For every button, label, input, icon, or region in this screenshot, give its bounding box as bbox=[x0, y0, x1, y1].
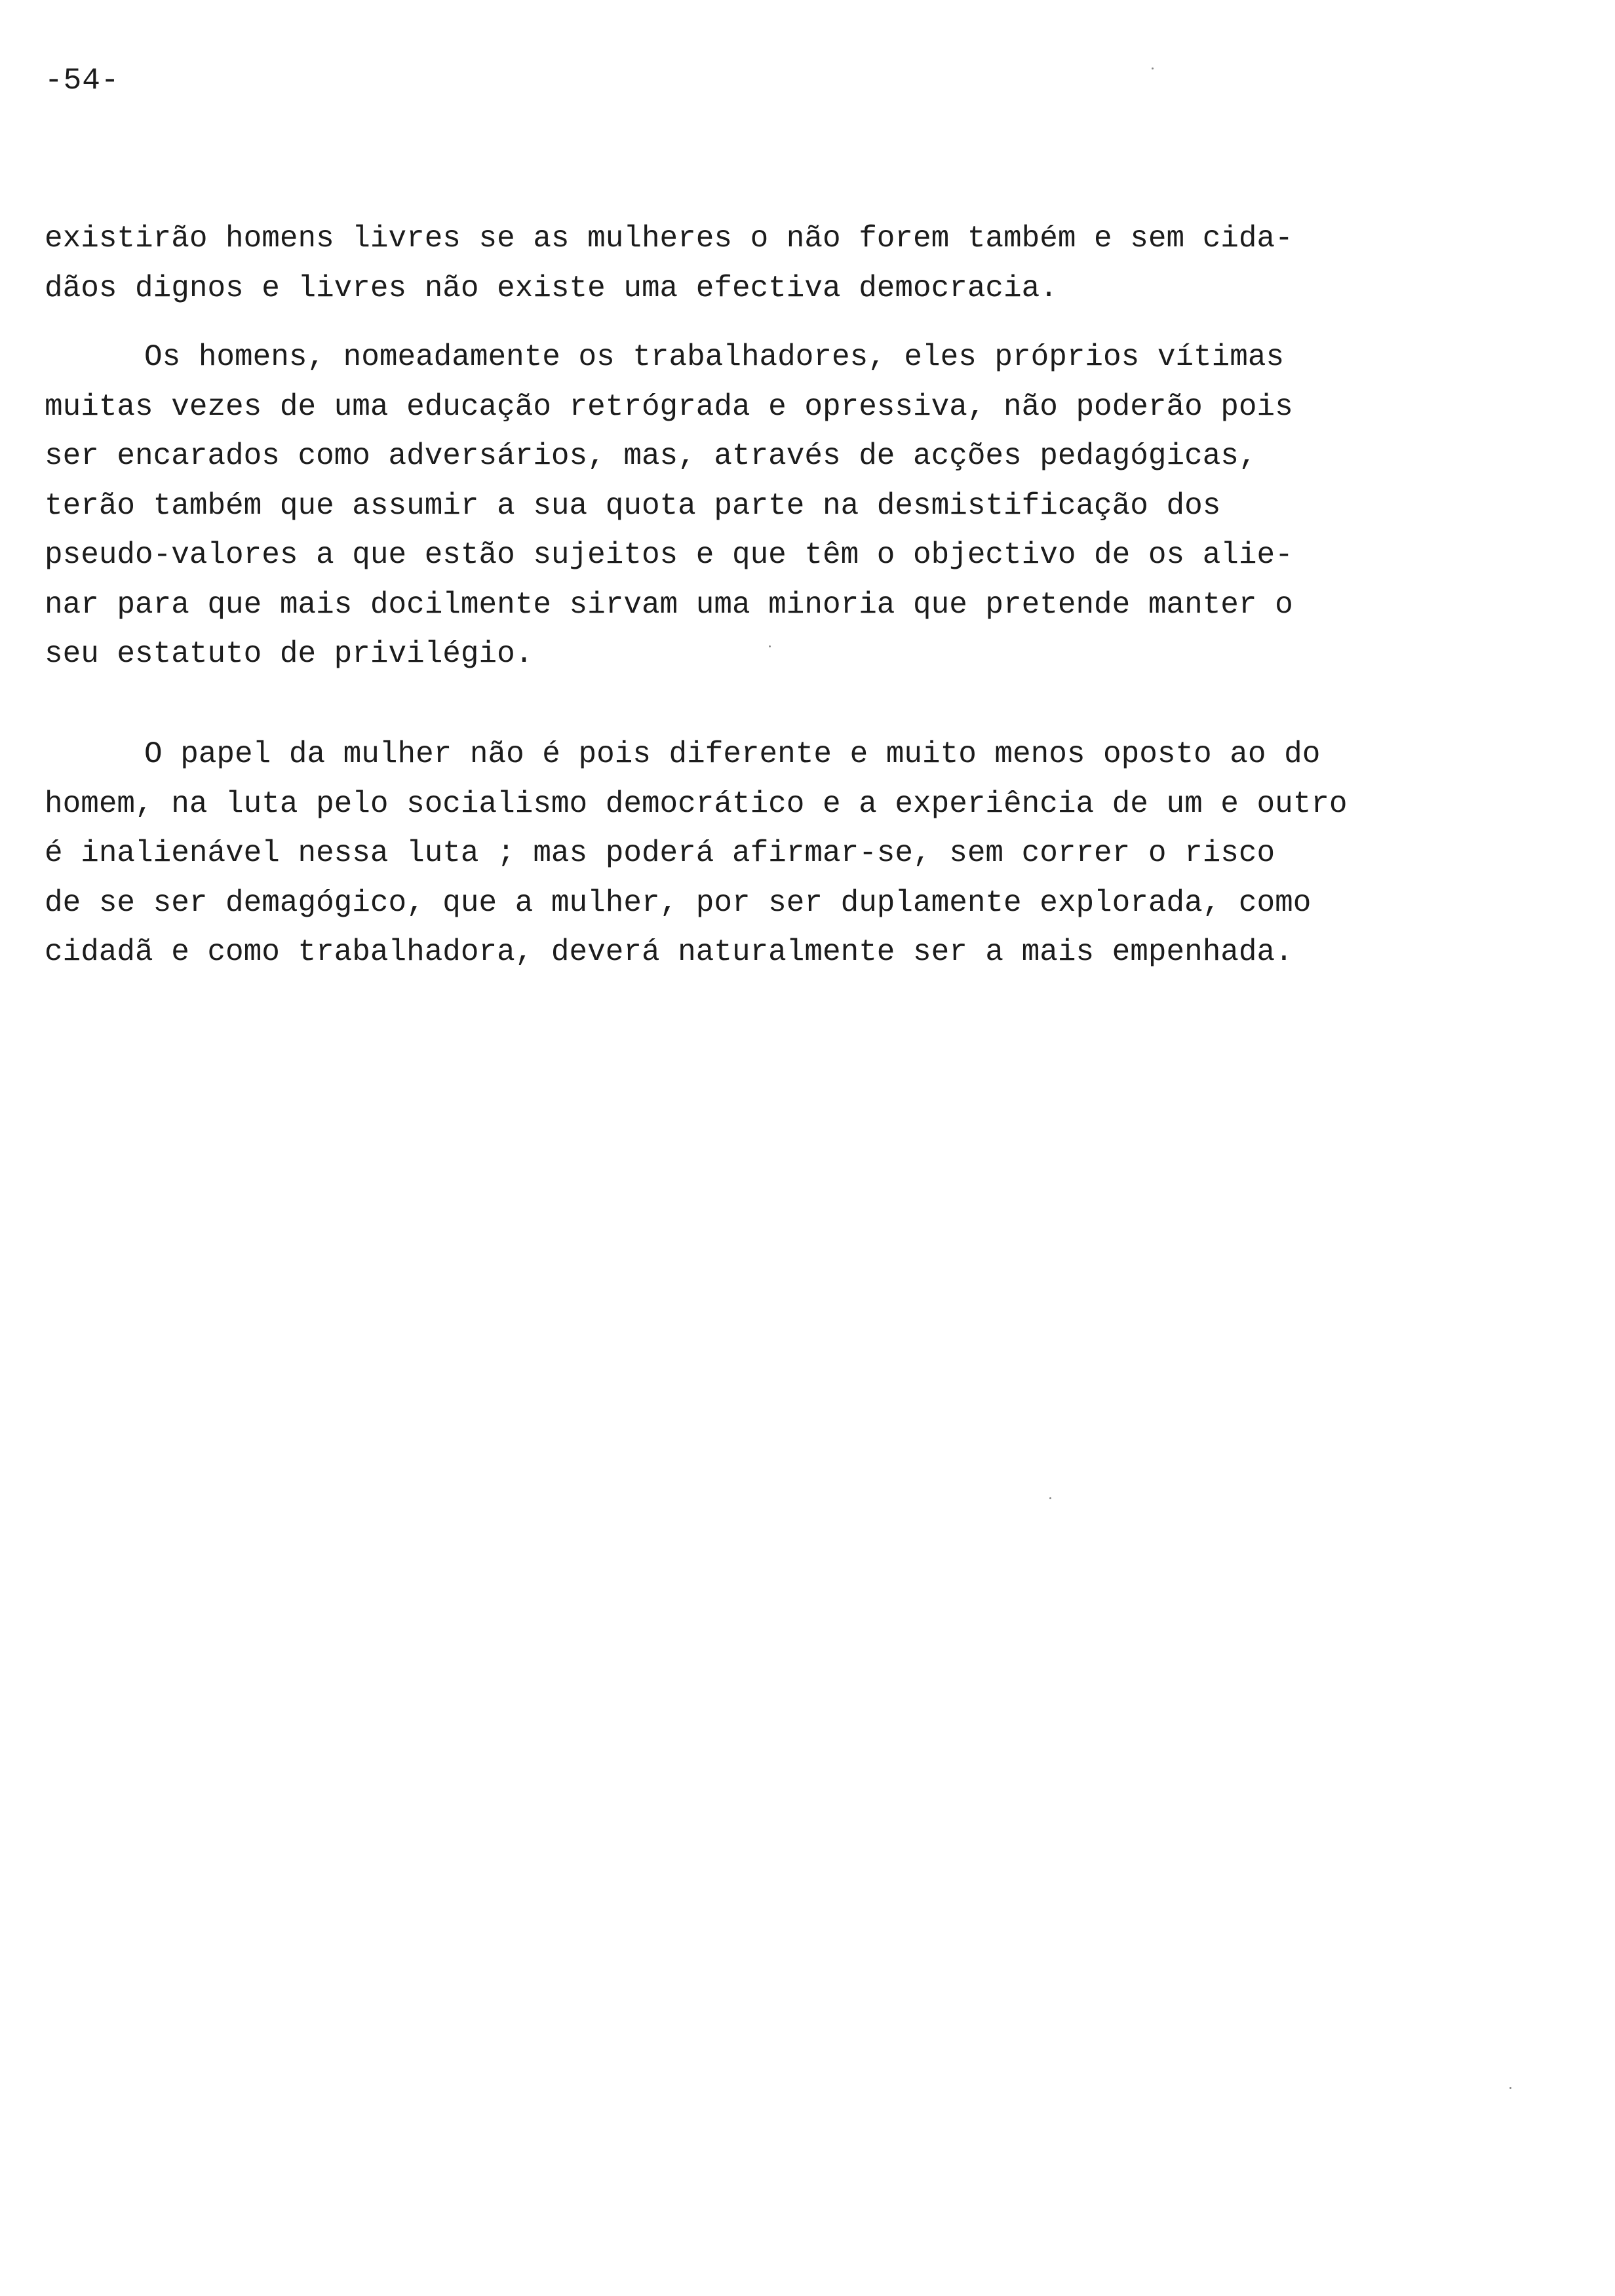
text-line: homem, na luta pelo socialismo democrático e a experiência de um e outro bbox=[45, 786, 1348, 821]
text-line: Os homens, nomeadamente os trabalhadores, eles próprios vítimas bbox=[144, 340, 1285, 374]
scan-speck bbox=[769, 645, 771, 647]
scan-speck bbox=[1152, 67, 1154, 69]
paragraph-2 bbox=[45, 333, 1454, 679]
text-line: dãos dignos e livres não existe uma efectiva democracia. bbox=[45, 271, 1058, 305]
scan-speck bbox=[1049, 1497, 1051, 1499]
text-line: nar para que mais docilmente sirvam uma minoria que pretende manter o bbox=[45, 587, 1293, 622]
page-number: -54- bbox=[45, 64, 120, 98]
text-line: terão também que assumir a sua quota parte na desmistificação dos bbox=[45, 488, 1221, 523]
scan-speck bbox=[1509, 2087, 1511, 2089]
text-line: de se ser demagógico, que a mulher, por ser duplamente explorada, como bbox=[45, 885, 1312, 920]
text-line: muitas vezes de uma educação retrógrada e opressiva, não poderão pois bbox=[45, 389, 1293, 424]
paragraph-1 bbox=[45, 214, 1454, 313]
text-line: seu estatuto de privilégio. bbox=[45, 637, 534, 671]
text-line: é inalienável nessa luta ; mas poderá afirmar-se, sem correr o risco bbox=[45, 836, 1275, 870]
text-line: cidadã e como trabalhadora, deverá naturalmente ser a mais empenhada. bbox=[45, 935, 1293, 969]
text-line: pseudo-valores a que estão sujeitos e que têm o objectivo de os alie- bbox=[45, 538, 1293, 572]
text-line: existirão homens livres se as mulheres o não forem também e sem cida- bbox=[45, 221, 1293, 256]
text-line: O papel da mulher não é pois diferente e muito menos oposto ao do bbox=[144, 737, 1321, 771]
paragraph-3 bbox=[45, 730, 1454, 978]
text-line: ser encarados como adversários, mas, através de acções pedagógicas, bbox=[45, 439, 1257, 473]
